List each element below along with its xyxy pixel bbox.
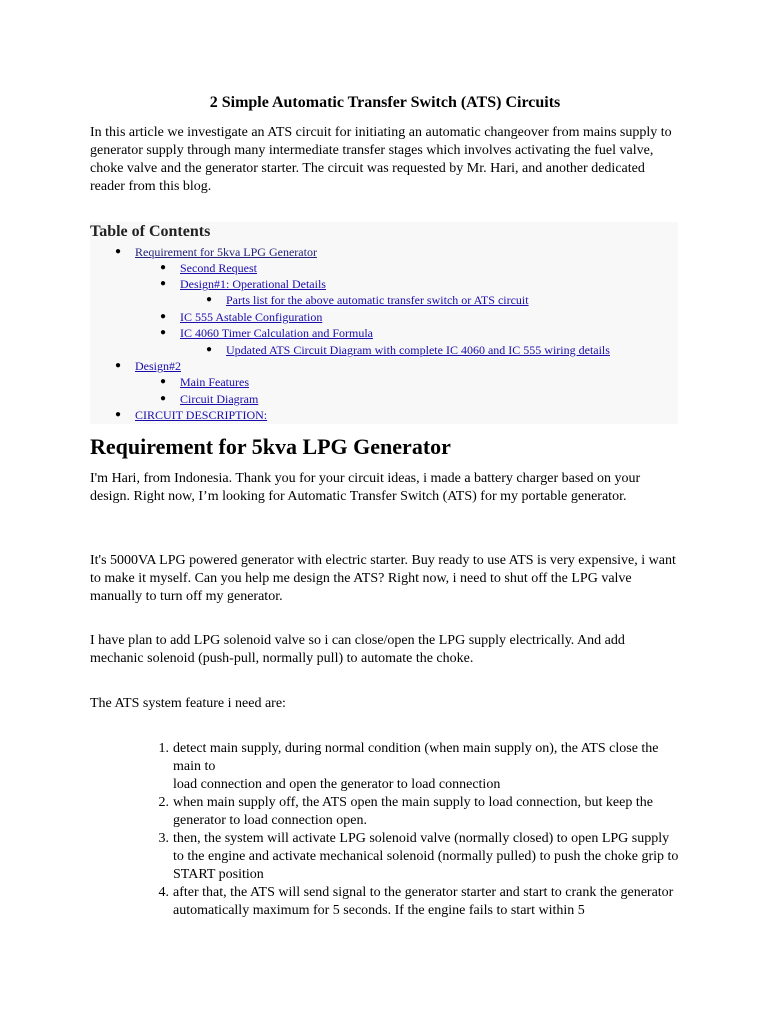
bullet-icon: ● — [115, 360, 122, 371]
list-item-text: after that, the ATS will send signal to the generator starter and start to crank the generator automatically maximum for 5 seconds. If the engine fails to start within 5 — [173, 885, 674, 918]
list-number: 4. — [158, 885, 169, 900]
bullet-icon: ● — [115, 246, 122, 257]
bullet-icon: ● — [115, 409, 122, 420]
bullet-icon: ● — [160, 311, 167, 322]
bullet-icon: ● — [160, 262, 167, 273]
toc-item[interactable] — [160, 374, 249, 390]
list-number: 1. — [158, 741, 169, 756]
article-title: 2 Simple Automatic Transfer Switch (ATS) Circuits — [209, 94, 561, 111]
toc-link[interactable]: Requirement for 5kva LPG Generator — [135, 245, 317, 259]
toc-item[interactable] — [160, 325, 373, 341]
list-number: 3. — [158, 831, 169, 846]
list-item — [158, 830, 683, 884]
article-intro: In this article we investigate an ATS circuit for initiating an automatic changeover from mains supply to generator supply through many intermediate transfer stages which involves activating the fuel valve, choke valve and the generator starter. The circuit was requested by Mr. Hari, and another dedicated reader from this blog. — [90, 125, 672, 194]
bullet-icon: ● — [160, 393, 167, 404]
toc-item[interactable] — [160, 309, 323, 325]
bullet-icon: ● — [160, 327, 167, 338]
toc-heading: Table of Contents — [90, 223, 211, 240]
paragraph: I have plan to add LPG solenoid valve so i can close/open the LPG supply electrically. And add mechanic solenoid (push-pull, normally pull) to automate the choke. — [90, 633, 625, 666]
toc-link[interactable]: Design#1: Operational Details — [180, 277, 326, 291]
toc-item[interactable] — [115, 244, 317, 260]
toc-link[interactable]: IC 4060 Timer Calculation and Formula — [180, 326, 373, 340]
list-item-text-continued: load connection and open the generator to load connection — [173, 777, 501, 792]
toc-link[interactable]: Second Request — [180, 261, 257, 275]
table-of-contents — [90, 222, 678, 424]
paragraph: It's 5000VA LPG powered generator with electric starter. Buy ready to use ATS is very expensive, i want to make it myself. Can you help me design the ATS? Right now, i need to shut off the LPG valve manually to turn off my generator. — [90, 553, 676, 604]
toc-item[interactable] — [160, 276, 326, 292]
toc-item[interactable] — [115, 407, 268, 423]
bullet-icon: ● — [206, 344, 213, 355]
bullet-icon: ● — [160, 278, 167, 289]
toc-item[interactable] — [206, 342, 610, 358]
toc-item[interactable] — [115, 358, 181, 374]
list-item — [158, 740, 683, 794]
list-item — [158, 884, 683, 920]
bullet-icon: ● — [160, 376, 167, 387]
list-item-text: then, the system will activate LPG solenoid valve (normally closed) to open LPG supply to the engine and activate mechanical solenoid (normally pulled) to push the choke grip to START position — [173, 831, 679, 882]
bullet-icon: ● — [206, 294, 213, 305]
paragraph: The ATS system feature i need are: — [90, 696, 286, 711]
list-number: 2. — [158, 795, 169, 810]
toc-item[interactable] — [160, 391, 259, 407]
list-item — [158, 794, 683, 830]
toc-link[interactable]: Main Features — [180, 375, 249, 389]
toc-link[interactable]: Design#2 — [135, 359, 181, 373]
toc-link[interactable]: Parts list for the above automatic transfer switch or ATS circuit — [226, 293, 529, 307]
list-item-text: when main supply off, the ATS open the main supply to load connection, but keep the generator to load connection open. — [173, 795, 653, 828]
paragraph: I'm Hari, from Indonesia. Thank you for your circuit ideas, i made a battery charger based on your design. Right now, I’m looking for Automatic Transfer Switch (ATS) for my portable generator. — [90, 471, 641, 504]
toc-link[interactable]: Circuit Diagram — [180, 392, 259, 406]
section-heading: Requirement for 5kva LPG Generator — [90, 434, 451, 459]
toc-link[interactable]: IC 555 Astable Configuration — [180, 310, 323, 324]
toc-item[interactable] — [206, 292, 529, 308]
toc-item[interactable] — [160, 260, 257, 276]
toc-link[interactable]: Updated ATS Circuit Diagram with complete IC 4060 and IC 555 wiring details — [226, 343, 610, 357]
toc-link[interactable]: CIRCUIT DESCRIPTION: — [135, 408, 268, 422]
list-item-text: detect main supply, during normal condition (when main supply on), the ATS close the main to — [173, 741, 659, 774]
